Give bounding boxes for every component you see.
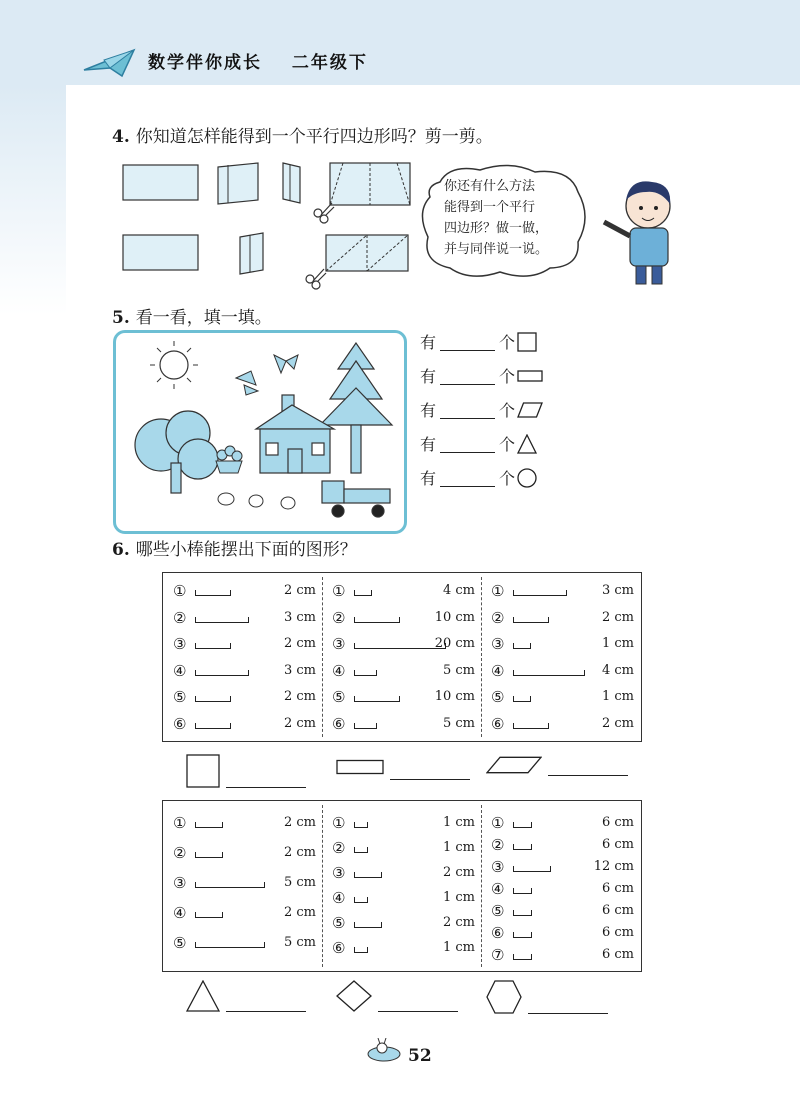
triangle-tree-icon xyxy=(320,343,392,473)
row-suffix: 个 xyxy=(499,435,516,454)
stick-row xyxy=(332,913,475,935)
stick-bar xyxy=(195,942,265,948)
stick-bar xyxy=(195,643,231,649)
q6-number: 6. xyxy=(112,540,130,560)
stick-length: 6 cm xyxy=(601,947,634,962)
stick-row xyxy=(491,634,634,656)
stick-length: 6 cm xyxy=(601,903,634,918)
row-prefix: 有 xyxy=(420,367,437,386)
stick-row xyxy=(332,634,475,656)
count-fill-row xyxy=(420,330,537,354)
stick-row xyxy=(491,661,634,683)
stick-bar xyxy=(354,822,368,828)
house-icon xyxy=(256,395,334,473)
circle-icon xyxy=(517,468,537,488)
stick-number: ④ xyxy=(332,889,346,907)
stick-bar xyxy=(354,590,372,596)
target-shape-answer xyxy=(486,980,522,1018)
stick-length: 1 cm xyxy=(442,815,475,830)
stick-length: 2 cm xyxy=(283,583,316,598)
stick-bar xyxy=(354,847,368,853)
bubble-line: 四边形？做一做， xyxy=(444,221,549,236)
stick-bar xyxy=(195,723,231,729)
stick-row xyxy=(491,879,634,901)
stick-number: ⑦ xyxy=(491,946,505,964)
stick-number: ③ xyxy=(491,858,505,876)
stick-number: ② xyxy=(491,836,505,854)
bubble-line: 能得到一个平行 xyxy=(444,200,536,215)
stick-bar xyxy=(513,844,532,850)
stick-number: ③ xyxy=(173,874,187,892)
answer-blank[interactable] xyxy=(440,438,495,453)
scissors-icon xyxy=(306,269,326,289)
stick-row xyxy=(332,938,475,960)
row-prefix: 有 xyxy=(420,401,437,420)
stick-length: 2 cm xyxy=(442,865,475,880)
stick-bar xyxy=(513,643,531,649)
stick-row xyxy=(173,634,316,656)
q5-number: 5. xyxy=(112,308,130,328)
side-band xyxy=(0,85,66,315)
stick-row xyxy=(491,813,634,835)
stick-row xyxy=(491,901,634,923)
stick-number: ② xyxy=(332,608,346,627)
parallelogram-icon xyxy=(517,400,543,420)
stick-bar xyxy=(513,954,532,960)
stick-length: 6 cm xyxy=(601,837,634,852)
stick-row xyxy=(491,835,634,857)
row-prefix: 有 xyxy=(420,333,437,352)
stick-bar xyxy=(354,947,368,953)
hexagon-icon xyxy=(486,980,522,1014)
shape-scene-picture xyxy=(113,330,407,534)
q6-text: 哪些小棒能摆出下面的图形？ xyxy=(135,540,357,560)
column-divider xyxy=(322,577,323,737)
stick-row xyxy=(332,714,475,736)
stick-number: ⑥ xyxy=(491,714,505,733)
stick-column-hexagon xyxy=(481,801,640,971)
stick-number: ⑥ xyxy=(332,714,346,733)
answer-blank[interactable] xyxy=(440,370,495,385)
stick-bar xyxy=(513,822,532,828)
stick-row xyxy=(491,608,634,630)
truck-icon xyxy=(322,481,390,517)
stick-row xyxy=(491,687,634,709)
stick-length: 2 cm xyxy=(283,715,316,731)
answer-blank[interactable] xyxy=(440,472,495,487)
stick-length: 3 cm xyxy=(283,662,316,678)
stick-number: ④ xyxy=(173,661,187,680)
stick-length: 6 cm xyxy=(601,881,634,896)
stick-row xyxy=(173,903,316,925)
stick-column-triangle xyxy=(163,801,322,971)
stick-row xyxy=(332,888,475,910)
sun-icon xyxy=(150,341,198,389)
stick-row xyxy=(332,687,475,709)
stick-number: ④ xyxy=(173,904,187,922)
stick-row xyxy=(173,608,316,630)
stick-number: ② xyxy=(332,839,346,857)
stick-length: 10 cm xyxy=(434,689,475,704)
stick-row xyxy=(173,873,316,895)
answer-line[interactable] xyxy=(226,786,306,788)
stick-row xyxy=(332,661,475,683)
stick-number: ⑤ xyxy=(332,688,346,706)
bubble-text xyxy=(444,176,574,260)
stick-row xyxy=(491,581,634,603)
stick-length: 2 cm xyxy=(601,715,634,731)
stick-length: 5 cm xyxy=(283,935,316,950)
stick-length: 1 cm xyxy=(442,840,475,855)
stick-bar xyxy=(195,822,223,828)
stick-length: 12 cm xyxy=(593,859,634,874)
stick-bar xyxy=(195,696,231,702)
triangle-icon xyxy=(517,434,537,454)
stick-bar xyxy=(513,723,549,729)
rectangle-icon xyxy=(517,366,543,386)
q4-number: 4. xyxy=(112,127,130,147)
stick-row xyxy=(332,608,475,630)
stick-row xyxy=(332,813,475,835)
stick-number: ③ xyxy=(491,635,505,653)
rhombus-icon xyxy=(336,980,372,1012)
stick-length: 6 cm xyxy=(601,815,634,830)
stick-table-2 xyxy=(162,800,642,972)
stick-column-square xyxy=(163,573,322,741)
answer-line[interactable] xyxy=(548,774,628,776)
stick-bar xyxy=(513,932,532,938)
stick-number: ⑥ xyxy=(173,714,187,733)
stick-number: ① xyxy=(332,814,346,832)
square-icon xyxy=(517,332,537,352)
answer-blank[interactable] xyxy=(440,336,495,351)
column-divider xyxy=(481,805,482,967)
q4-text: 你知道怎样能得到一个平行四边形吗？剪一剪。 xyxy=(135,127,493,147)
stick-length: 20 cm xyxy=(434,636,475,651)
row-prefix: 有 xyxy=(420,435,437,454)
stick-number: ⑤ xyxy=(491,688,505,706)
stick-bar xyxy=(513,866,551,872)
stick-number: ① xyxy=(173,814,187,832)
stick-row xyxy=(332,863,475,885)
stick-column-rectangle xyxy=(322,573,481,741)
stick-bar xyxy=(354,696,400,702)
q5-prompt xyxy=(112,303,272,328)
stick-length: 2 cm xyxy=(283,636,316,651)
stick-row xyxy=(173,714,316,736)
stick-number: ① xyxy=(491,814,505,832)
parallelogram-icon xyxy=(486,754,542,776)
count-fill-row xyxy=(420,466,537,490)
stick-number: ② xyxy=(173,608,187,627)
stick-row xyxy=(491,945,634,967)
stick-bar xyxy=(195,882,265,888)
target-shape-answer xyxy=(486,754,542,780)
count-fill-row xyxy=(420,364,543,388)
target-shape-answer xyxy=(186,980,220,1016)
row-suffix: 个 xyxy=(499,367,516,386)
stick-number: ④ xyxy=(491,880,505,898)
q5-text: 看一看，填一填。 xyxy=(135,308,272,328)
stick-number: ① xyxy=(332,582,346,600)
bird-icon xyxy=(236,355,298,395)
count-fill-row xyxy=(420,432,537,456)
stick-row xyxy=(491,714,634,736)
chick-icon xyxy=(218,493,295,509)
stick-length: 2 cm xyxy=(283,905,316,920)
bunny-plane-icon xyxy=(364,1038,404,1066)
stick-number: ③ xyxy=(173,635,187,653)
row-prefix: 有 xyxy=(420,469,437,488)
stick-bar xyxy=(195,590,231,596)
stick-length: 5 cm xyxy=(283,875,316,890)
stick-row xyxy=(173,843,316,865)
stick-table-1 xyxy=(162,572,642,742)
stick-column-parallelogram xyxy=(481,573,640,741)
stick-bar xyxy=(354,723,377,729)
stick-bar xyxy=(513,888,532,894)
stick-length: 6 cm xyxy=(601,925,634,940)
stick-number: ③ xyxy=(332,635,346,653)
stick-bar xyxy=(513,696,531,702)
answer-line[interactable] xyxy=(528,1012,608,1014)
stick-number: ⑤ xyxy=(173,934,187,952)
stick-length: 4 cm xyxy=(442,583,475,598)
target-shape-answer xyxy=(186,754,220,792)
q4-folding-illustration xyxy=(118,155,418,295)
paper-plane-logo-icon xyxy=(82,46,142,78)
square-icon xyxy=(186,754,220,788)
triangle-icon xyxy=(186,980,220,1012)
page-number: 52 xyxy=(408,1046,432,1066)
stick-bar xyxy=(354,922,382,928)
page-header xyxy=(148,48,390,73)
stick-length: 2 cm xyxy=(442,915,475,930)
stick-number: ⑥ xyxy=(332,939,346,957)
stick-bar xyxy=(195,912,223,918)
stick-number: ② xyxy=(491,608,505,627)
stick-length: 1 cm xyxy=(442,940,475,955)
boy-character-illustration xyxy=(596,170,686,290)
stick-bar xyxy=(354,897,368,903)
q6-prompt xyxy=(112,535,357,560)
answer-line[interactable] xyxy=(390,778,470,780)
stick-length: 4 cm xyxy=(601,662,634,678)
stick-bar xyxy=(354,670,377,676)
rectangle-icon xyxy=(336,754,384,780)
q4-prompt xyxy=(112,122,493,147)
stick-bar xyxy=(195,670,249,676)
stick-length: 2 cm xyxy=(283,815,316,830)
row-suffix: 个 xyxy=(499,333,516,352)
stick-number: ① xyxy=(173,582,187,600)
row-suffix: 个 xyxy=(499,401,516,420)
answer-line[interactable] xyxy=(378,1010,458,1012)
stick-bar xyxy=(195,852,223,858)
flower-pot-icon xyxy=(216,446,242,473)
target-shape-answer xyxy=(336,754,384,784)
stick-row xyxy=(332,581,475,603)
row-suffix: 个 xyxy=(499,469,516,488)
stick-bar xyxy=(513,590,567,596)
stick-number: ⑥ xyxy=(491,924,505,942)
stick-length: 5 cm xyxy=(442,662,475,678)
stick-row xyxy=(491,923,634,945)
stick-row xyxy=(173,687,316,709)
grade-label: 二年级下 xyxy=(291,53,368,73)
stick-row xyxy=(491,857,634,879)
column-divider xyxy=(322,805,323,967)
stick-length: 3 cm xyxy=(601,583,634,598)
stick-length: 2 cm xyxy=(283,689,316,704)
stick-bar xyxy=(354,617,400,623)
target-shape-answer xyxy=(336,980,372,1016)
answer-blank[interactable] xyxy=(440,404,495,419)
count-fill-row xyxy=(420,398,543,422)
stick-number: ⑤ xyxy=(491,902,505,920)
bubble-line: 并与同伴说一说。 xyxy=(444,242,549,257)
stick-number: ① xyxy=(491,582,505,600)
stick-row xyxy=(173,813,316,835)
stick-number: ⑤ xyxy=(332,914,346,932)
stick-bar xyxy=(354,872,382,878)
round-tree-icon xyxy=(135,411,218,493)
stick-bar xyxy=(195,617,249,623)
stick-number: ④ xyxy=(332,661,346,680)
book-title: 数学伴你成长 xyxy=(148,53,262,73)
stick-length: 1 cm xyxy=(601,636,634,651)
stick-number: ② xyxy=(173,844,187,862)
column-divider xyxy=(481,577,482,737)
stick-length: 10 cm xyxy=(434,609,475,625)
stick-length: 2 cm xyxy=(601,609,634,625)
bubble-line: 你还有什么方法 xyxy=(444,179,536,194)
stick-bar xyxy=(354,643,446,649)
scissors-icon xyxy=(314,203,334,223)
stick-row xyxy=(173,933,316,955)
stick-length: 2 cm xyxy=(283,845,316,860)
stick-length: 3 cm xyxy=(283,609,316,625)
stick-bar xyxy=(513,670,585,676)
answer-line[interactable] xyxy=(226,1010,306,1012)
stick-column-rhombus xyxy=(322,801,481,971)
stick-length: 5 cm xyxy=(442,715,475,731)
stick-length: 1 cm xyxy=(442,890,475,905)
stick-number: ③ xyxy=(332,864,346,882)
stick-number: ⑤ xyxy=(173,688,187,706)
stick-length: 1 cm xyxy=(601,689,634,704)
stick-number: ④ xyxy=(491,661,505,680)
stick-bar xyxy=(513,910,532,916)
stick-bar xyxy=(513,617,549,623)
stick-row xyxy=(173,661,316,683)
stick-row xyxy=(332,838,475,860)
stick-row xyxy=(173,581,316,603)
